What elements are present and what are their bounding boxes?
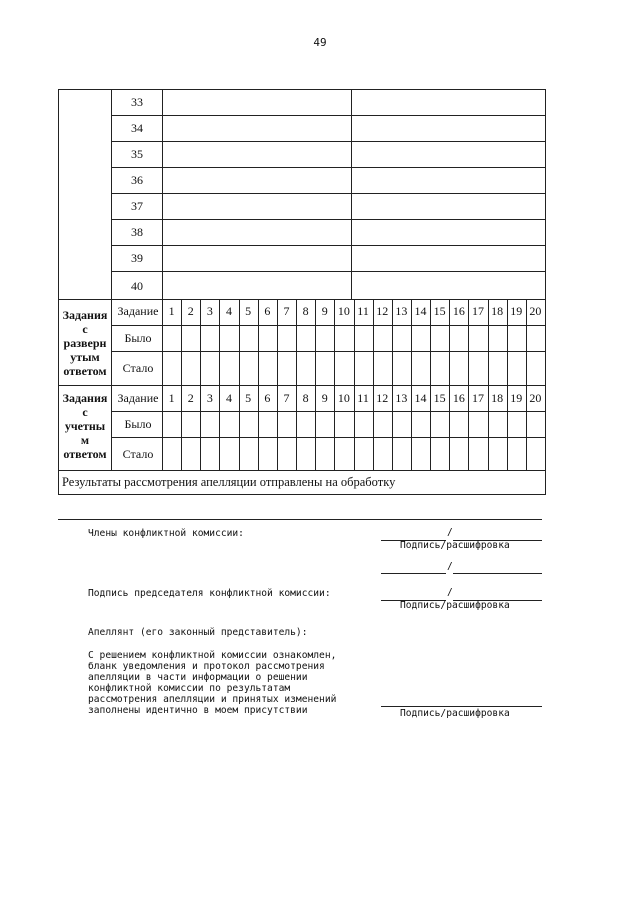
task-number-1-20: 20 bbox=[529, 304, 542, 318]
statement-line-5: рассмотрения апелляции и принятых изменений bbox=[88, 694, 337, 705]
task-number-2-18: 18 bbox=[491, 391, 504, 405]
task-number-1-2: 2 bbox=[187, 304, 194, 318]
name-line bbox=[453, 573, 542, 574]
row-number-33: 33 bbox=[131, 95, 143, 109]
task-number-1-16: 16 bbox=[452, 304, 465, 318]
statement-line-1: С решением конфликтной комиссии ознакомлен, bbox=[88, 650, 337, 661]
row-number-38: 38 bbox=[131, 225, 143, 239]
task-number-2-8: 8 bbox=[302, 391, 309, 405]
task-number-2-4: 4 bbox=[226, 391, 232, 405]
members-label: Члены конфликтной комиссии: bbox=[88, 528, 244, 539]
task-number-1-4: 4 bbox=[226, 304, 232, 318]
signature-line bbox=[381, 706, 542, 707]
row-number-36: 36 bbox=[131, 173, 143, 187]
task-number-1-12: 12 bbox=[376, 304, 389, 318]
task-number-1-19: 19 bbox=[510, 304, 523, 318]
signature-caption: Подпись/расшифровка bbox=[400, 600, 510, 611]
statement-line-2: бланк уведомления и протокол рассмотрения bbox=[88, 661, 325, 672]
row-label-after-1: Стало bbox=[122, 361, 154, 375]
row-label-before-1: Было bbox=[124, 331, 152, 345]
row-label-after-2: Стало bbox=[122, 447, 154, 461]
task-number-1-3: 3 bbox=[206, 304, 213, 318]
task-number-1-7: 7 bbox=[283, 304, 290, 318]
signature-caption: Подпись/расшифровка bbox=[400, 540, 510, 551]
task-number-1-8: 8 bbox=[302, 304, 309, 318]
slash: / bbox=[447, 561, 453, 572]
appellant-label: Апеллянт (его законный представитель): bbox=[88, 627, 308, 638]
statement-line-3: апелляции в части информации о решении bbox=[88, 672, 308, 683]
page-number: 49 bbox=[313, 36, 327, 49]
task-number-1-6: 6 bbox=[264, 304, 271, 318]
row-label-task-2: Задание bbox=[117, 391, 159, 405]
slash: / bbox=[447, 587, 453, 598]
row-label-before-2: Было bbox=[124, 417, 152, 431]
task-number-2-20: 20 bbox=[529, 391, 542, 405]
task-number-1-15: 15 bbox=[433, 304, 446, 318]
task-number-2-6: 6 bbox=[264, 391, 271, 405]
statement-line-4: конфликтной комиссии по результатам bbox=[88, 683, 291, 694]
signature-line bbox=[381, 573, 446, 574]
row-number-35: 35 bbox=[131, 147, 143, 161]
appeal-table: 1 2 3 4 5 6 7 8 9 10 11 12 13 14 15 16 17 18 19 20 1 2 3 4 5 6 7 8 9 10 11 12 13 14 15 16 17 18 19 20 33 34 35 36 37 38 39 40 Задания с разверн утым ответом Задания с учетны м ответом Задание Было Стало Задание Было Стало Результаты рассмотрения апелляции отправлены на обработку bbox=[58, 89, 546, 495]
task-number-1-18: 18 bbox=[491, 304, 504, 318]
slash: / bbox=[447, 527, 453, 538]
chair-label: Подпись председателя конфликтной комиссии: bbox=[88, 588, 331, 599]
task-number-2-1: 1 bbox=[168, 391, 175, 405]
row-label-task-1: Задание bbox=[117, 304, 159, 318]
task-number-1-14: 14 bbox=[414, 304, 427, 318]
task-number-2-12: 12 bbox=[376, 391, 389, 405]
row-number-40: 40 bbox=[131, 279, 143, 293]
section-divider bbox=[58, 519, 542, 520]
task-number-2-16: 16 bbox=[452, 391, 465, 405]
row-number-39: 39 bbox=[131, 251, 143, 265]
task-number-2-15: 15 bbox=[433, 391, 446, 405]
row-number-37: 37 bbox=[131, 199, 143, 213]
task-number-1-9: 9 bbox=[321, 304, 328, 318]
task-number-2-14: 14 bbox=[414, 391, 427, 405]
task-number-2-5: 5 bbox=[245, 391, 252, 405]
task-number-1-10: 10 bbox=[337, 304, 350, 318]
task-number-2-10: 10 bbox=[337, 391, 350, 405]
statement-line-6: заполнены идентично в моем присутствии bbox=[88, 705, 308, 716]
task-number-1-13: 13 bbox=[395, 304, 408, 318]
task-number-1-1: 1 bbox=[168, 304, 175, 318]
row-number-34: 34 bbox=[131, 121, 143, 135]
task-number-1-11: 11 bbox=[357, 304, 369, 318]
signature-caption: Подпись/расшифровка bbox=[400, 708, 510, 719]
task-number-2-9: 9 bbox=[321, 391, 328, 405]
task-number-2-17: 17 bbox=[471, 391, 484, 405]
result-text: Результаты рассмотрения апелляции отправлены на обработку bbox=[62, 475, 396, 489]
task-number-2-3: 3 bbox=[206, 391, 213, 405]
task-number-2-13: 13 bbox=[395, 391, 408, 405]
task-number-2-2: 2 bbox=[187, 391, 194, 405]
task-number-2-11: 11 bbox=[357, 391, 369, 405]
task-number-2-19: 19 bbox=[510, 391, 523, 405]
task-number-2-7: 7 bbox=[283, 391, 290, 405]
task-number-1-5: 5 bbox=[245, 304, 252, 318]
task-number-1-17: 17 bbox=[471, 304, 484, 318]
